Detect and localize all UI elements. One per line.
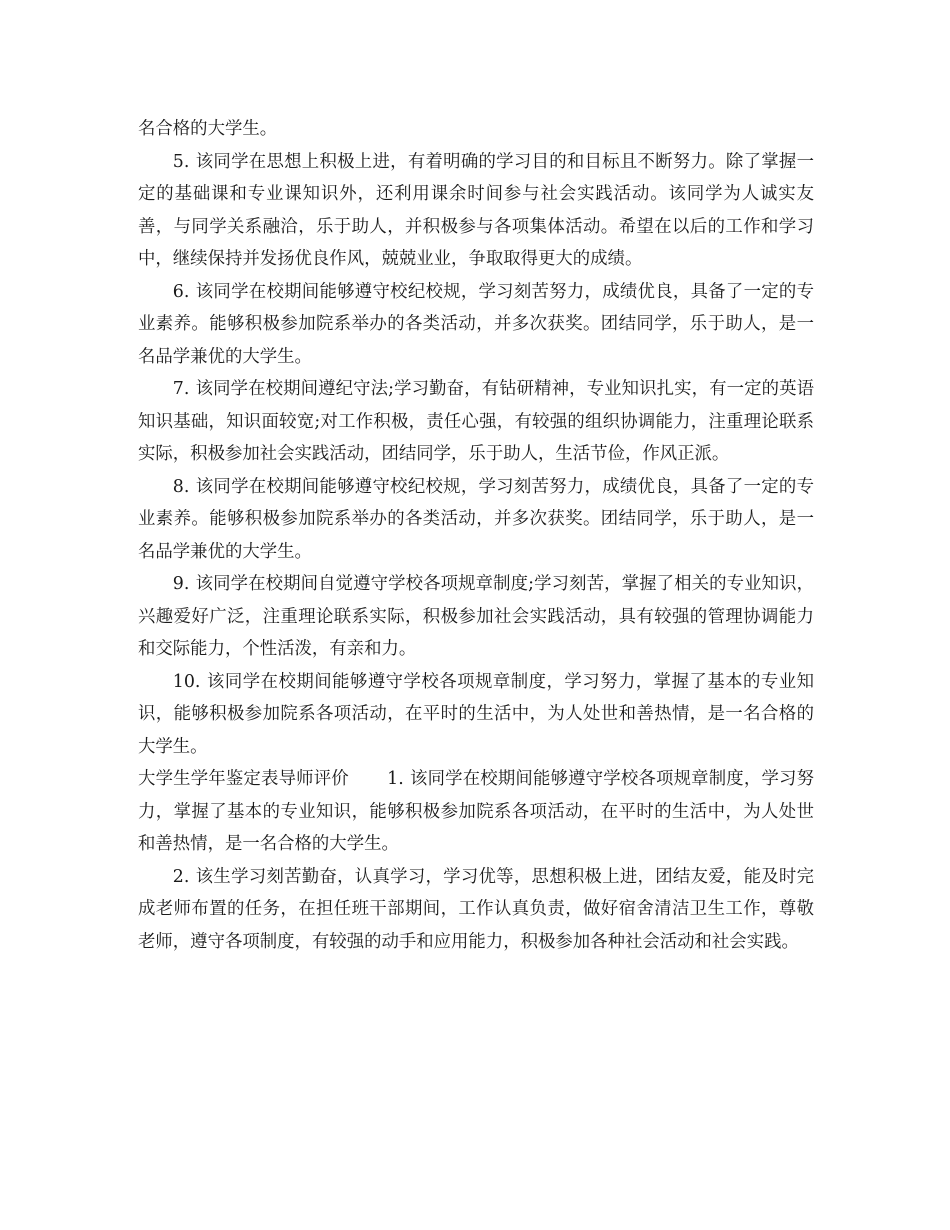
paragraph-item-8 bbox=[138, 471, 814, 569]
paragraph-number: 6. bbox=[172, 281, 190, 302]
section-title: 大学生学年鉴定表导师评价 bbox=[138, 769, 349, 789]
paragraph-text: 该同学在校期间能够遵守学校各项规章制度，学习努力，掌握了基本的专业知识，能够积极参加院系各项活动，在平时的生活中，为人处世和善热情，是一名合格的大学生。 bbox=[138, 769, 814, 854]
section-heading-paragraph bbox=[138, 763, 814, 861]
paragraph-item-6 bbox=[138, 276, 814, 374]
paragraph-text: 该同学在校期间遵纪守法;学习勤奋，有钻研精神，专业知识扎实，有一定的英语知识基础，知识面较宽;对工作积极，责任心强，有较强的组织协调能力，注重理论联系实际，积极参加社会实践活动，团结同学，乐于助人，生活节俭，作风正派。 bbox=[138, 379, 814, 464]
document-page bbox=[138, 113, 814, 958]
paragraph-text: 该同学在校期间能够遵守学校各项规章制度，学习努力，掌握了基本的专业知识，能够积极参加院系各项活动，在平时的生活中，为人处世和善热情，是一名合格的大学生。 bbox=[138, 671, 814, 757]
paragraph-item-10 bbox=[138, 666, 814, 764]
paragraph-item-7 bbox=[138, 373, 814, 471]
paragraph-text: 该同学在校期间能够遵守校纪校规，学习刻苦努力，成绩优良，具备了一定的专业素养。能够积极参加院系举办的各类活动，并多次获奖。团结同学，乐于助人，是一名品学兼优的大学生。 bbox=[138, 476, 814, 562]
paragraph-number: 10. bbox=[172, 671, 201, 692]
paragraph-number: 8. bbox=[172, 476, 190, 497]
paragraph-text: 该同学在校期间能够遵守校纪校规，学习刻苦努力，成绩优良，具备了一定的专业素养。能够积极参加院系举办的各类活动，并多次获奖。团结同学，乐于助人，是一名品学兼优的大学生。 bbox=[138, 281, 814, 367]
paragraph-item-2 bbox=[138, 861, 814, 959]
paragraph-item-9 bbox=[138, 568, 814, 666]
paragraph-number: 5. bbox=[172, 151, 190, 172]
paragraph-number: 1. bbox=[387, 769, 404, 789]
paragraph-number: 7. bbox=[172, 379, 190, 399]
paragraph-text: 该生学习刻苦勤奋，认真学习，学习优等，思想积极上进，团结友爱，能及时完成老师布置的任务，在担任班干部期间，工作认真负责，做好宿舍清洁卫生工作，尊敬老师，遵守各项制度，有较强的动手和应用能力，积极参加各种社会活动和社会实践。 bbox=[138, 866, 814, 952]
paragraph-item-5 bbox=[138, 146, 814, 276]
paragraph-number: 9. bbox=[172, 574, 190, 594]
paragraph-text: 名合格的大学生。 bbox=[138, 119, 278, 139]
paragraph-number: 2. bbox=[172, 866, 190, 887]
paragraph-continuation bbox=[138, 113, 814, 146]
paragraph-text: 该同学在校期间自觉遵守学校各项规章制度;学习刻苦，掌握了相关的专业知识，兴趣爱好广泛，注重理论联系实际，积极参加社会实践活动，具有较强的管理协调能力和交际能力，个性活泼，有亲和力。 bbox=[138, 574, 814, 659]
paragraph-text: 该同学在思想上积极上进，有着明确的学习目的和目标且不断努力。除了掌握一定的基础课和专业课知识外，还利用课余时间参与社会实践活动。该同学为人诚实友善，与同学关系融洽，乐于助人，并积极参与各项集体活动。希望在以后的工作和学习中，继续保持并发扬优良作风，兢兢业业，争取取得更大的成绩。 bbox=[138, 151, 814, 269]
